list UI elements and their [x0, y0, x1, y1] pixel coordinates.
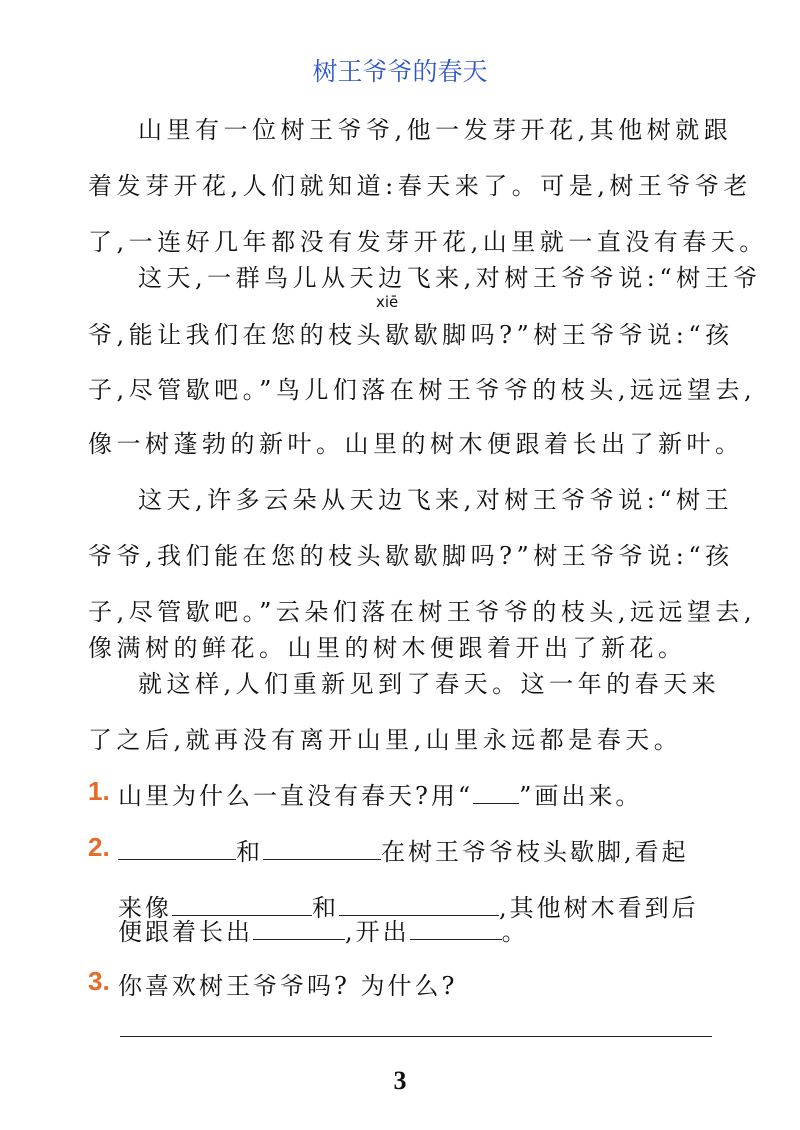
passage-line: 着发芽开花,人们就知道:春天来了。可是,树王爷爷老 — [88, 172, 752, 200]
passage-line: 这天,一群鸟儿从天边飞来,对树王爷爷说:“树王爷 — [138, 264, 762, 292]
question-3-text: 你喜欢树王爷爷吗? 为什么? — [118, 972, 458, 1000]
question-number: 2. — [88, 832, 110, 862]
question-text: ,开出 — [345, 918, 410, 946]
passage-line: 像满树的鲜花。山里的树木便跟着开出了新花。 — [88, 634, 687, 662]
question-1-text: 山里为什么一直没有春天?用“ — [118, 782, 474, 810]
page-number: 3 — [393, 1066, 407, 1095]
question-1-text-end: ”画出来。 — [519, 782, 643, 810]
question-text: 和 — [236, 838, 263, 866]
question-text: 便跟着长出 — [118, 918, 253, 946]
page-title: 树王爷爷的春天 — [312, 57, 488, 86]
question-text: 在树王爷爷枝头歇脚,看起 — [381, 838, 689, 866]
passage-line: 爷,能让我们在您的枝头歇歇脚吗?”树王爷爷说:“孩 — [88, 321, 734, 349]
passage-line: 了之后,就再没有离开山里,山里永远都是春天。 — [88, 726, 683, 754]
answer-line[interactable] — [120, 1036, 712, 1037]
answer-blank[interactable] — [118, 837, 236, 860]
passage-line: 子,尽管歇吧。”云朵们落在树王爷爷的枝头,远远望去, — [88, 598, 757, 626]
question-2-line-3 — [118, 912, 529, 947]
passage-line: 山里有一位树王爷爷,他一发芽开花,其他树就跟 — [138, 116, 733, 144]
question-1 — [118, 776, 642, 811]
question-text: 。 — [501, 918, 529, 946]
question-number: 3. — [88, 966, 110, 996]
question-number: 1. — [88, 776, 110, 806]
underline-sample — [473, 781, 519, 804]
passage-line: 爷爷,我们能在您的枝头歇歇脚吗?”树王爷爷说:“孩 — [88, 542, 734, 570]
question-2-line-1 — [118, 832, 689, 867]
question-text: ,其他树木看到后 — [499, 894, 699, 922]
answer-blank[interactable] — [410, 917, 502, 940]
question-text: 来像 — [118, 894, 172, 922]
passage-line: 了,一连好几年都没有发芽开花,山里就一直没有春天。 — [88, 228, 768, 256]
passage-line: 这天,许多云朵从天边飞来,对树王爷爷说:“树王 — [138, 486, 734, 514]
pinyin-annotation: xiē — [376, 293, 399, 311]
answer-blank[interactable] — [263, 837, 381, 860]
answer-blank[interactable] — [253, 917, 345, 940]
passage-line: 像一树蓬勃的新叶。山里的树木便跟着长出了新叶。 — [88, 430, 744, 458]
passage-line: 就这样,人们重新见到了春天。这一年的春天来 — [138, 670, 721, 698]
question-text: 和 — [312, 894, 339, 922]
passage-line: 子,尽管歇吧。”鸟儿们落在树王爷爷的枝头,远远望去, — [88, 376, 757, 404]
